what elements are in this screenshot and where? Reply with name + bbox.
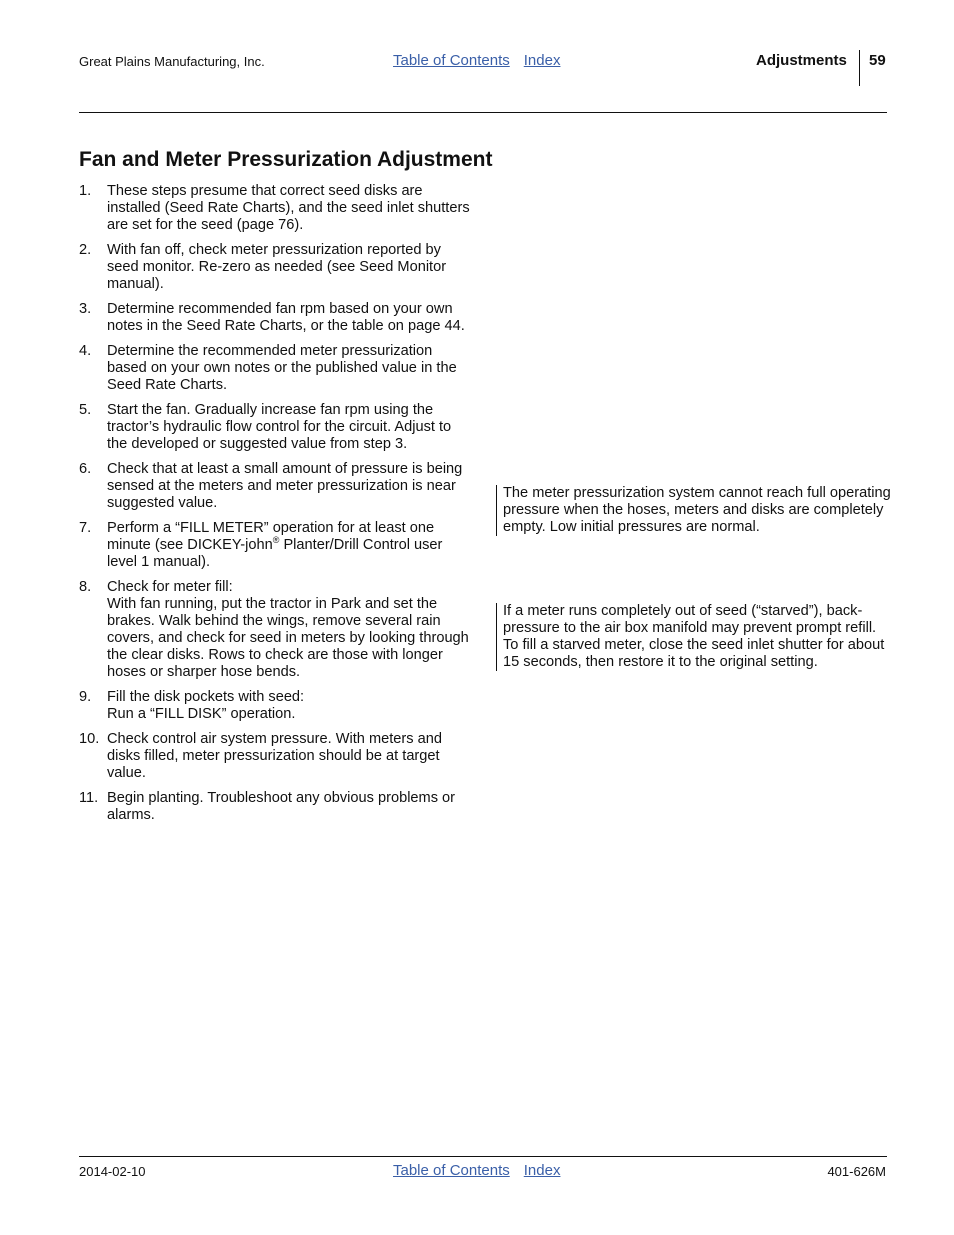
- step-text: [107, 689, 471, 723]
- list-item: [79, 790, 471, 824]
- step-number: 2.: [79, 242, 92, 258]
- footer-toc-link[interactable]: Table of Contents: [393, 1162, 510, 1179]
- list-item: [79, 520, 471, 571]
- step-text: Start the fan. Gradually increase fan rpm using the tractor’s hydraulic flow control for the circuit. Adjust to the developed or suggested value from step 3.: [107, 402, 452, 452]
- header-company: Great Plains Manufacturing, Inc.: [79, 54, 265, 69]
- step-number: 10.: [79, 731, 100, 747]
- list-item: [79, 242, 471, 293]
- list-item: [79, 579, 471, 681]
- step-number: 7.: [79, 520, 92, 536]
- footer-rule: [79, 1156, 887, 1157]
- header-section-title: Adjustments: [756, 52, 847, 69]
- registered-mark: ®: [272, 535, 280, 546]
- step-number: 9.: [79, 689, 92, 705]
- step-text: Check that at least a small amount of pressure is being sensed at the meters and meter pressurization is near suggested value.: [107, 461, 463, 511]
- footer-date: 2014-02-10: [79, 1164, 146, 1179]
- list-item: [79, 689, 471, 723]
- step-text-part: Perform a “FILL METER” operation for at least one minute (see DICKEY-john: [107, 520, 435, 553]
- footer-doc-number: 401-626M: [827, 1164, 886, 1179]
- step-text-line: Fill the disk pockets with seed:: [107, 689, 305, 705]
- step-text-line: Run a “FILL DISK” operation.: [107, 706, 296, 722]
- header-nav: [393, 52, 574, 69]
- footer-index-link[interactable]: Index: [523, 1162, 561, 1179]
- list-item: [79, 301, 471, 335]
- step-text: Determine the recommended meter pressurization based on your own notes or the published value in the Seed Rate Charts.: [107, 343, 457, 393]
- step-number: 6.: [79, 461, 92, 477]
- step-text: [107, 579, 471, 681]
- list-item: [79, 461, 471, 512]
- step-number: 11.: [79, 790, 99, 806]
- page-title: Fan and Meter Pressurization Adjustment: [79, 148, 493, 171]
- step-text: These steps presume that correct seed disks are installed (Seed Rate Charts), and the seed inlet shutters are set for the seed (page 76).: [107, 183, 470, 233]
- side-note-pressure: The meter pressurization system cannot reach full operating pressure when the hoses, meters and disks are completely empty. Low initial pressures are normal.: [496, 485, 891, 536]
- step-text: Determine recommended fan rpm based on your own notes in the Seed Rate Charts, or the table on page 44.: [107, 301, 465, 334]
- step-text-part: Planter/Drill Control user level 1 manual).: [107, 537, 443, 570]
- step-number: 8.: [79, 579, 92, 595]
- step-text: Check control air system pressure. With meters and disks filled, meter pressurization should be at target value.: [107, 731, 442, 781]
- side-note-starved-meter: If a meter runs completely out of seed (“starved”), back-pressure to the air box manifold may prevent prompt refill. To fill a starved meter, close the seed inlet shutter for about 15 seconds, then restore it to the original setting.: [496, 603, 891, 671]
- list-item: [79, 402, 471, 453]
- header-toc-link[interactable]: Table of Contents: [393, 52, 510, 69]
- header-index-link[interactable]: Index: [523, 52, 561, 69]
- step-number: 1.: [79, 183, 92, 199]
- header-page-number: 59: [869, 52, 886, 69]
- step-text-line: Check for meter fill:: [107, 579, 233, 595]
- step-number: 4.: [79, 343, 92, 359]
- step-text: With fan off, check meter pressurization reported by seed monitor. Re-zero as needed (see Seed Monitor manual).: [107, 242, 447, 292]
- step-number: 3.: [79, 301, 92, 317]
- list-item: [79, 731, 471, 782]
- header-rule: [79, 112, 887, 113]
- step-text: [107, 520, 471, 571]
- header-divider: [859, 50, 860, 86]
- step-text-line: With fan running, put the tractor in Park and set the brakes. Walk behind the wings, remove several rain covers, and check for seed in meters by looking through the clear disks. Rows to check are those with longer hoses or sharper hose bends.: [107, 596, 469, 680]
- list-item: [79, 343, 471, 394]
- footer-nav: [393, 1162, 574, 1179]
- step-text: Begin planting. Troubleshoot any obvious problems or alarms.: [107, 790, 456, 823]
- steps-list: [79, 183, 471, 832]
- step-number: 5.: [79, 402, 92, 418]
- list-item: [79, 183, 471, 234]
